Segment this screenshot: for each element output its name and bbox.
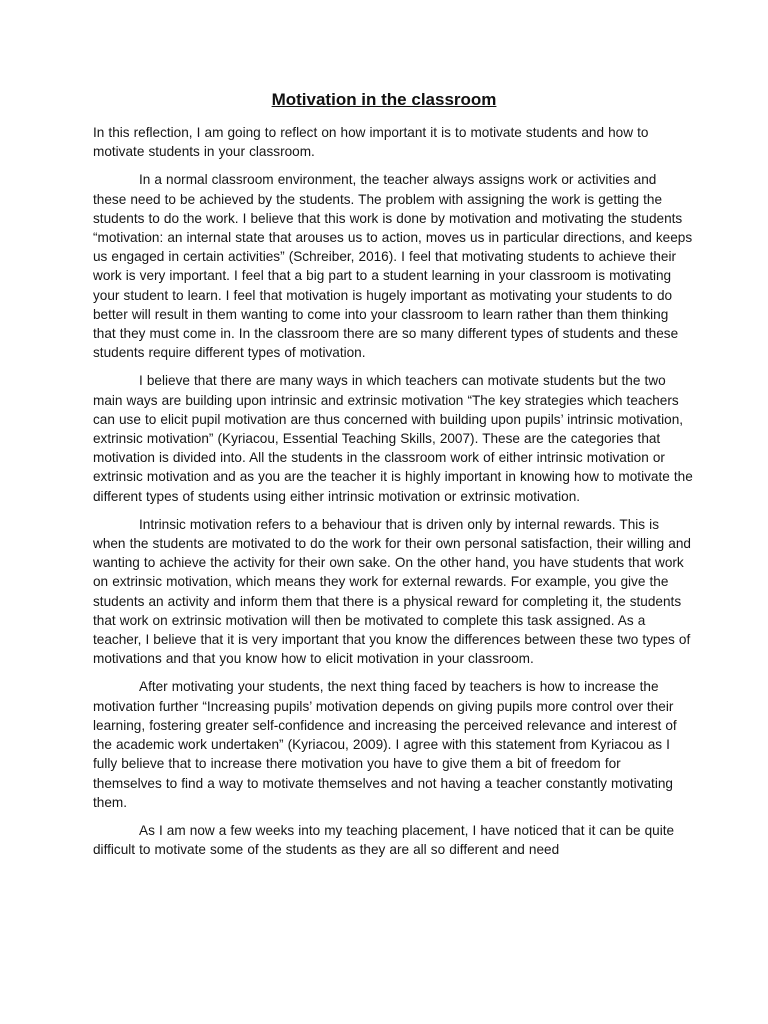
page-title: Motivation in the classroom [271, 90, 497, 109]
body-paragraph: Intrinsic motivation refers to a behaviour that is driven only by internal rewards. This is when the students are motivated to do the work for their own personal satisfaction, their willing and wanting to achieve the activity for their own sake. On the other hand, you have students that work on extrinsic motivation, which means they work for external rewards. For example, you give the students an activity and inform them that there is a physical reward for completing it, the students that work on extrinsic motivation will then be motivated to complete this task assigned. As a teacher, I believe that it is very important that you know the differences between these two types of motivations and that you know how to elicit motivation in your classroom. [93, 516, 691, 667]
body-paragraph: In a normal classroom environment, the teacher always assigns work or activities and these need to be achieved by the students. The problem with assigning the work is getting the students to do the work. I believe that this work is done by motivation and motivating the students “motivation: an internal state that arouses us to action, moves us in particular directions, and keeps us engaged in certain activities” (Schreiber, 2016). I feel that motivating students to achieve their work is very important. I feel that a big part to a student learning in your classroom is motivating your student to learn. I feel that motivation is hugely important as motivating your students to do better will result in them wanting to come into your classroom to learn rather than them thinking that they must come in. In the classroom there are so many different types of students and these students require different types of motivation. [93, 172, 693, 361]
body-paragraph: I believe that there are many ways in which teachers can motivate students but the two main ways are building upon intrinsic and extrinsic motivation “The key strategies which teachers can use to elicit pupil motivation are thus concerned with building upon pupils’ intrinsic motivation, extrinsic motivation” (Kyriacou, Essential Teaching Skills, 2007). These are the categories that motivation is divided into. All the students in the classroom work of either intrinsic motivation or extrinsic motivation and as you are the teacher it is highly important in knowing how to motivate the different types of students using either intrinsic motivation or extrinsic motivation. [93, 373, 693, 504]
document-body [93, 123, 693, 868]
body-paragraph: After motivating your students, the next thing faced by teachers is how to increase the motivation further “Increasing pupils’ motivation depends on giving pupils more control over their learning, fostering greater self-confidence and increasing the perceived relevance and interest of the academic work undertaken” (Kyriacou, 2009). I agree with this statement from Kyriacou as I fully believe that to increase there motivation you have to give them a bit of freedom for themselves to find a way to motivate themselves and not having a teacher constantly motivating them. [93, 679, 677, 810]
body-paragraph: As I am now a few weeks into my teaching placement, I have noticed that it can be quite difficult to motivate some of the students as they are all so different and need [93, 822, 675, 858]
intro-paragraph: In this reflection, I am going to reflect on how important it is to motivate students and how to motivate students in your classroom. [93, 125, 649, 160]
